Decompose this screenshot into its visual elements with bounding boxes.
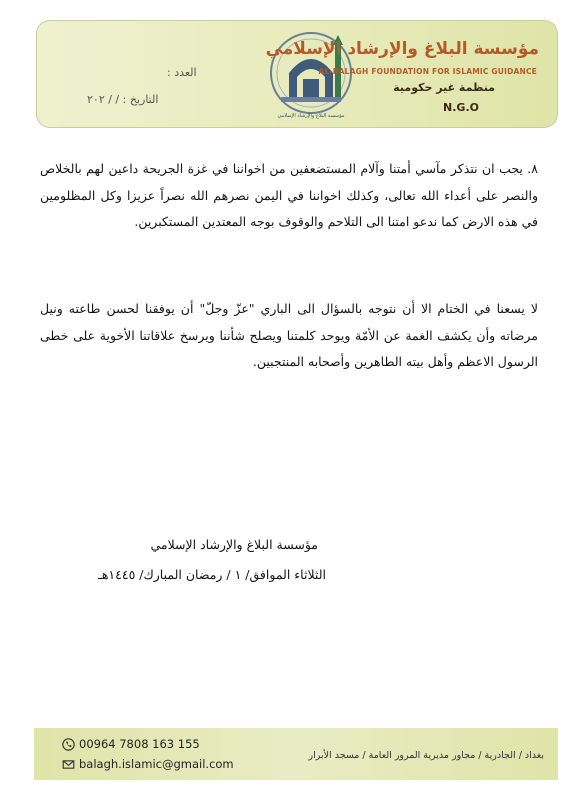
phone-number: 00964 7808 163 155 — [79, 737, 200, 751]
paragraph-1: ٨. يجب ان نتذكر مآسي أمتنا وآلام المستضعفين من اخواننا في غزة الجريحة داعين لهم بالخلاص والنصر على أعداء الله تعالى، وكذلك اخواننا في اليمن نصرهم الله نصراً عزيزا وكل المظلومين في هذه الارض كما ندعو امتنا الى التلاحم والوقوف بوجه المعتدين المستكبرين. — [40, 161, 538, 229]
phone-contact — [62, 737, 200, 751]
ngo-label-arabic: منظمة غير حكومية — [393, 81, 495, 94]
org-name-english: AL-BALAGH FOUNDATION FOR ISLAMIC GUIDANCE — [318, 67, 537, 76]
email-contact — [62, 757, 234, 771]
issue-number-label: العدد : — [167, 66, 197, 79]
postal-address: بغداد / الجادرية / مجاور مديرية المرور العامة / مسجد الأبرار — [308, 750, 544, 761]
phone-icon — [62, 738, 75, 751]
footer — [34, 728, 558, 780]
paragraph-2: لا يسعنا في الختام الا أن نتوجه بالسؤال الى الباري "عزّ وجلّ" أن يوفقنا لحسن طاعته ونيل مرضاته وأن يكشف الغمة عن الأمّة ويوحد كلمتنا ويصلح شأننا ويرسخ علاقاتنا الأخوية على خطى الرسول الاعظم وأهل بيته الطاهرين وأصحابه المنتجبين. — [40, 301, 538, 369]
logo-caption: مؤسسة البلاغ والإرشاد الإسلامي — [277, 113, 345, 119]
signature-date: الثلاثاء الموافق/ ١ / رمضان المبارك/ ١٤٤٥هـ — [98, 567, 326, 582]
date-label: التاريخ : / / ٢٠٢ — [87, 93, 159, 106]
mail-icon — [62, 758, 75, 771]
signature-org: مؤسسة البلاغ والإرشاد الإسلامي — [150, 537, 318, 552]
org-name-arabic: مؤسسة البلاغ والإرشاد الإسلامي — [265, 39, 539, 59]
email-address: balagh.islamic@gmail.com — [79, 757, 234, 771]
letterhead — [36, 20, 558, 128]
ngo-label: N.G.O — [443, 101, 479, 114]
